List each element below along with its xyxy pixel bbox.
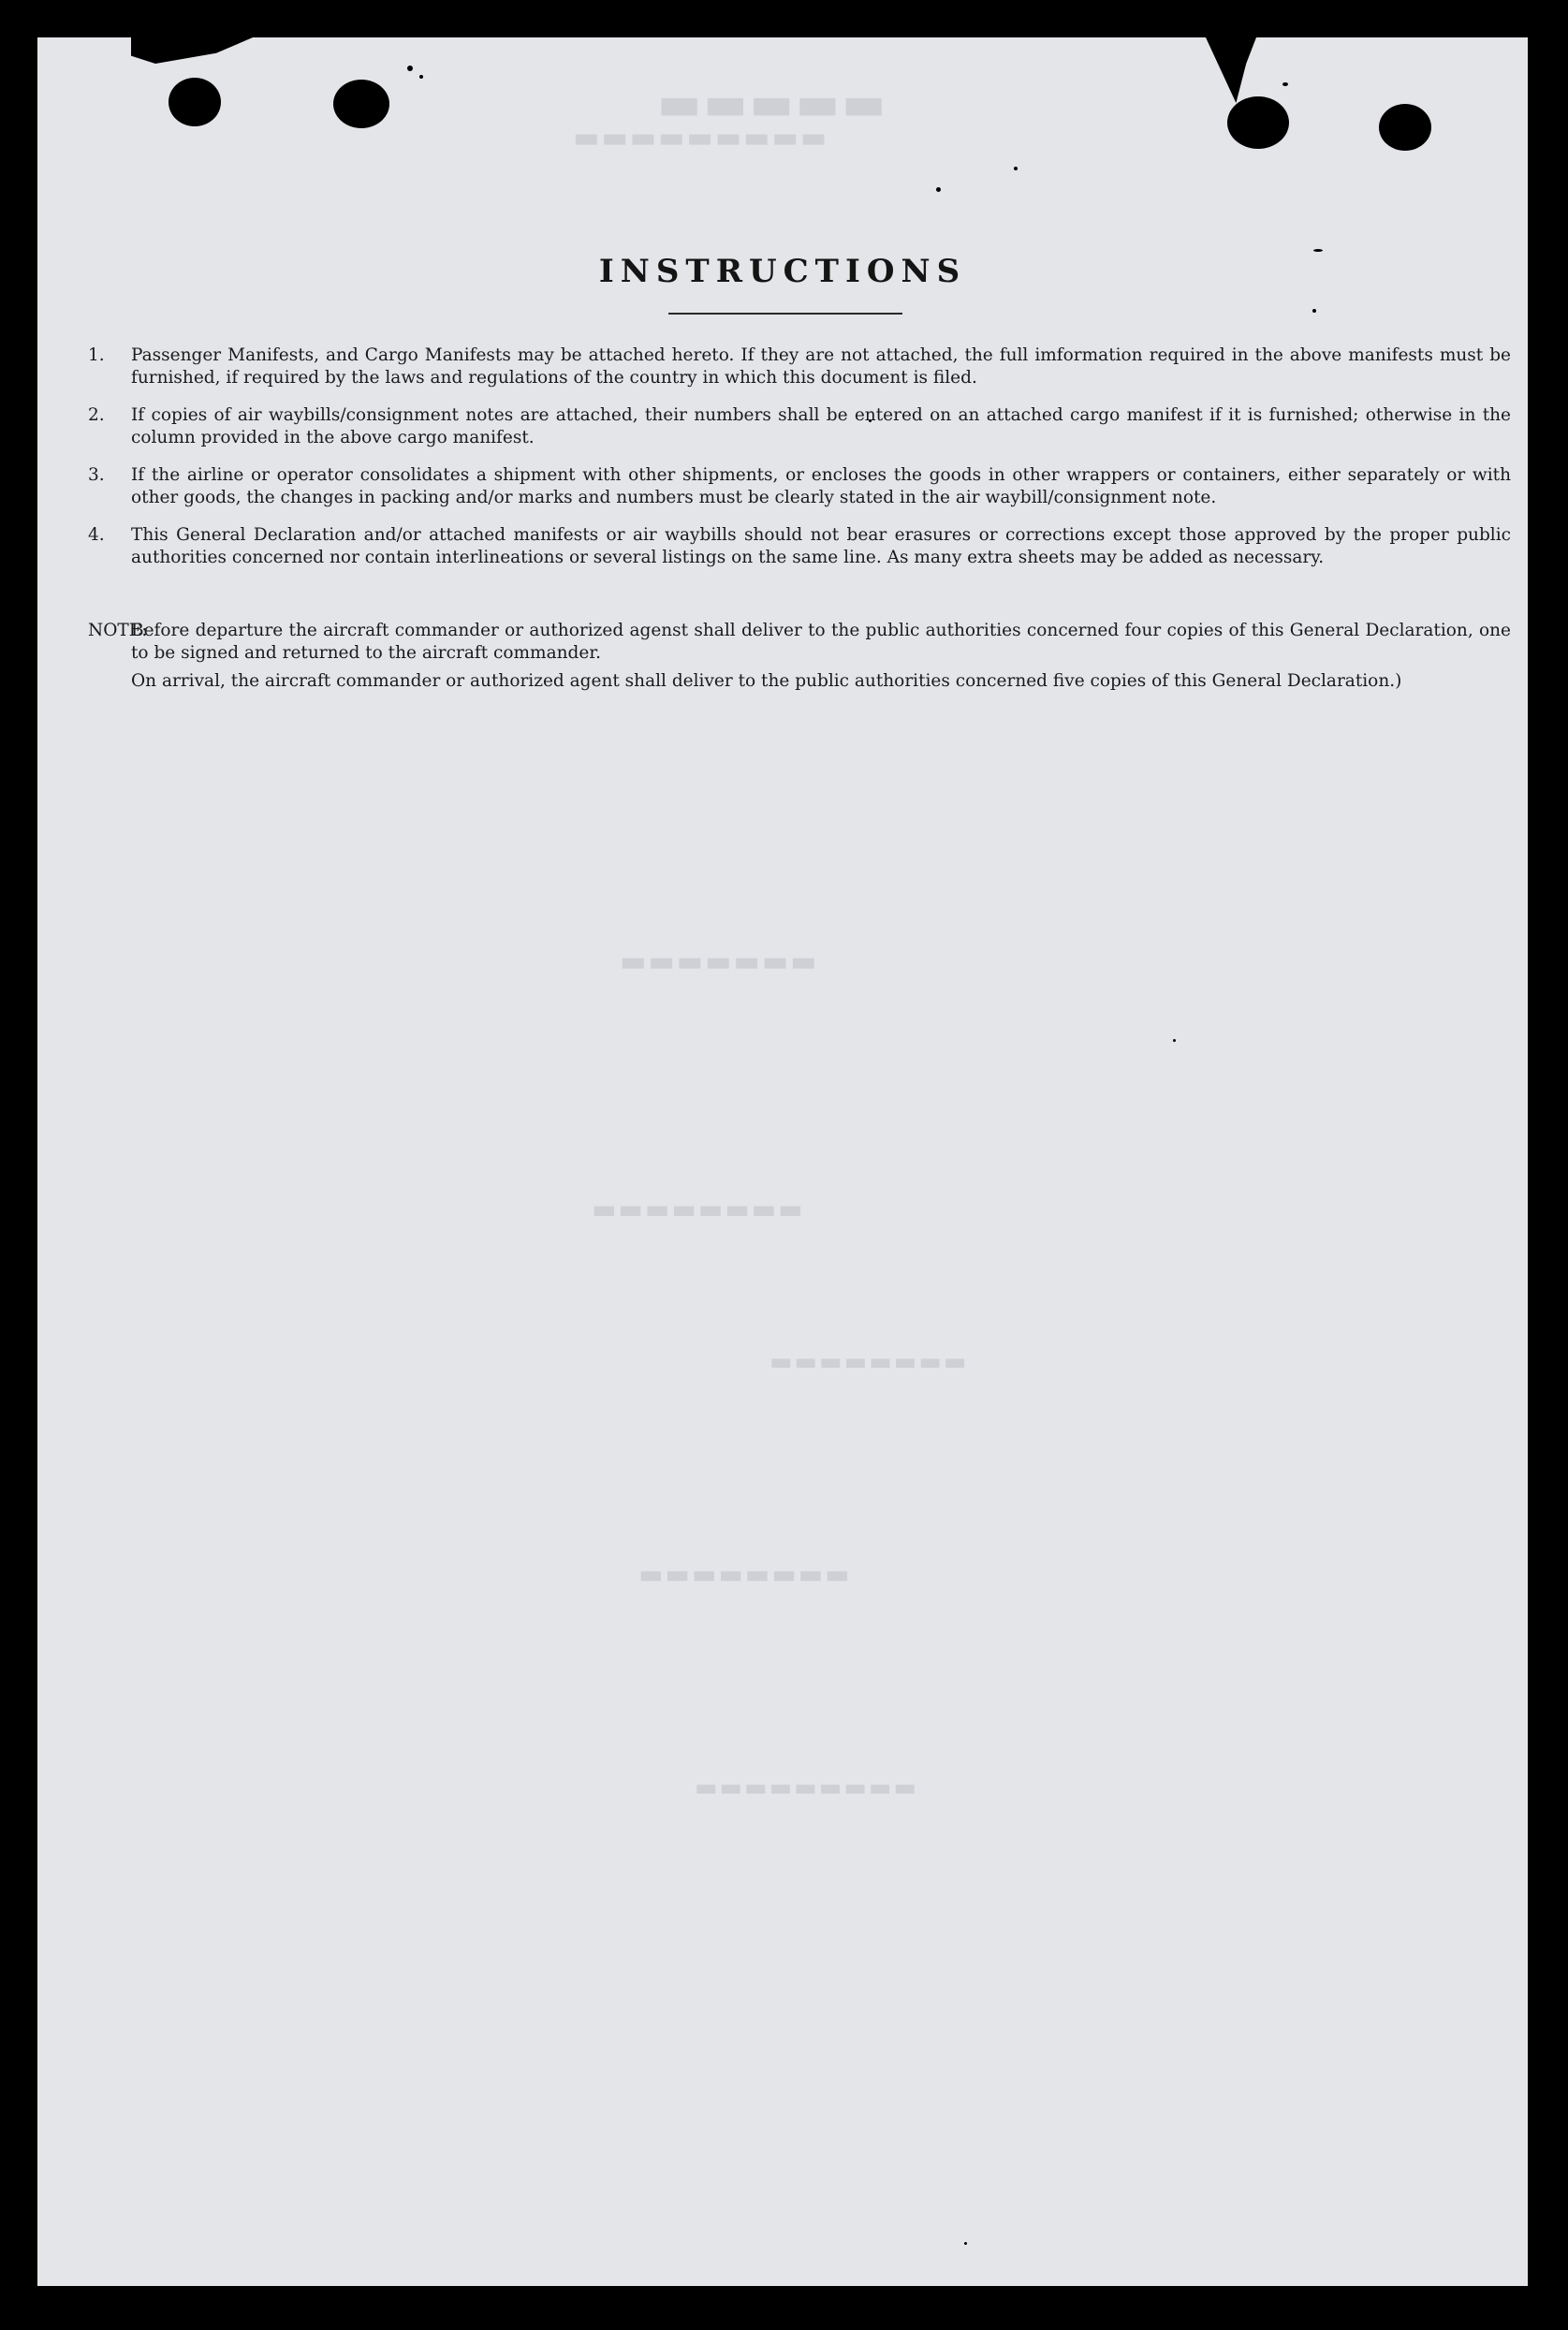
torn-edge — [131, 37, 253, 64]
title-underline — [668, 313, 902, 315]
list-item — [88, 404, 1511, 449]
ink-speck — [1313, 249, 1323, 252]
instructions-list — [88, 344, 1511, 584]
item-number: 3. — [88, 465, 105, 485]
note-label: NOTE: — [88, 621, 148, 640]
show-through-mark: ▬▬▬▬▬▬▬▬ — [590, 1194, 803, 1224]
note-arrival-text: On arrival, the aircraft commander or authorized agent shall deliver to the public authorities concerned five copies of this General Declaration.) — [131, 671, 1402, 691]
punch-hole — [333, 80, 389, 128]
item-number: 2. — [88, 405, 105, 425]
document-page — [37, 37, 1528, 2286]
ink-speck — [964, 2242, 967, 2245]
list-item — [88, 524, 1511, 569]
list-item — [88, 464, 1511, 509]
item-text: If copies of air waybills/consignment notes are attached, their numbers shall be entered on an attached cargo manifest if it is furnished; otherwise in the column provided in the above cargo manifest. — [131, 405, 1511, 447]
item-number: 4. — [88, 525, 105, 545]
ink-speck — [1014, 167, 1018, 170]
punch-hole — [169, 78, 221, 126]
note-text: Before departure the aircraft commander or authorized agenst shall deliver to the public authorities concerned four copies of this General Declaration, one to be signed and returned to the aircraft commander. — [131, 621, 1511, 663]
show-through-mark: ▬▬▬▬▬▬▬ — [618, 945, 817, 978]
ink-speck — [1312, 309, 1316, 313]
torn-edge — [1206, 37, 1256, 103]
ink-speck — [1173, 1039, 1176, 1042]
punch-hole — [1227, 96, 1289, 149]
show-through-mark: ▬▬▬▬▬▬▬▬ — [768, 1348, 967, 1376]
ink-speck — [1282, 82, 1288, 86]
show-through-mark: ▬▬▬▬▬▬▬▬▬ — [693, 1774, 917, 1802]
show-through-mark: ▬▬▬▬▬ — [655, 75, 887, 130]
item-text: This General Declaration and/or attached manifests or air waybills should not bear erasures or corrections except those approved by the proper public authorities concerned nor contain interlineations or several listings on the same line. As many extra sheets may be added as necessary. — [131, 525, 1511, 567]
punch-hole — [1379, 104, 1431, 151]
ink-speck — [419, 75, 423, 79]
item-text: If the airline or operator consolidates a shipment with other shipments, or encloses the goods in other wrappers or containers, either separately or with other goods, the changes in packing and/or marks and numbers must be clearly stated in the air waybill/consignment note. — [131, 465, 1511, 507]
ink-speck — [407, 66, 413, 71]
ink-speck — [936, 187, 941, 192]
note-block — [88, 620, 1511, 693]
page-title: INSTRUCTIONS — [598, 253, 967, 290]
item-number: 1. — [88, 345, 105, 365]
list-item — [88, 344, 1511, 389]
show-through-mark: ▬▬▬▬▬▬▬▬▬ — [571, 122, 828, 154]
item-text: Passenger Manifests, and Cargo Manifests may be attached hereto. If they are not attached, the full imformation required in the above manifests must be furnished, if required by the laws and regulations of the country in which this document is filed. — [131, 345, 1511, 388]
show-through-mark: ▬▬▬▬▬▬▬▬ — [637, 1559, 850, 1590]
